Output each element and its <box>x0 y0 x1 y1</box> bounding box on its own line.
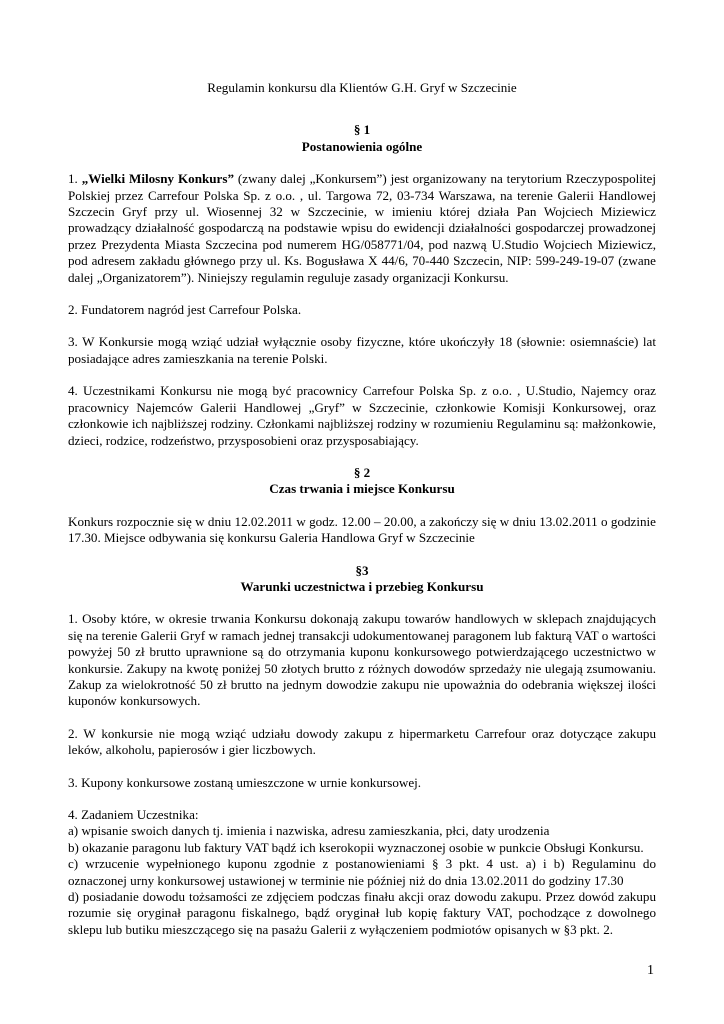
document-title: Regulamin konkursu dla Klientów G.H. Gryf w Szczecinie <box>207 80 517 95</box>
section-1-number: § 1 <box>353 122 371 138</box>
task-item-a: a) wpisanie swoich danych tj. imienia i nazwiska, adresu zamieszkania, płci, daty urodzenia <box>68 823 550 839</box>
section-3-number: §3 <box>355 562 369 578</box>
section-1 <box>68 122 656 449</box>
section-1-heading: Postanowienia ogólne <box>301 138 423 154</box>
section-2-heading: Czas trwania i miejsce Konkursu <box>269 481 455 497</box>
section-2-paragraph-1: Konkurs rozpocznie się w dniu 12.02.2011 w godz. 12.00 – 20.00, a zakończy się w dniu 13.02.2011 o godzinie 17.30. Miejsce odbywania się konkursu Galeria Handlowa Gryf w Szczecinie <box>68 513 656 546</box>
task-item-c: c) wrzucenie wypełnionego kuponu zgodnie z postanowieniami § 3 pkt. 4 ust. a) i b) Regulaminu do oznaczonej urny konkursowej ustawionej w terminie nie później niż do dnia 13.02.2011 do godziny 17.30 <box>68 856 656 888</box>
section-1-paragraph-1 <box>68 171 656 286</box>
section-2-number: § 2 <box>353 464 371 480</box>
task-item-d: d) posiadanie dowodu tożsamości ze zdjęciem podczas finału akcji oraz dowodu zakupu. Przez dowód zakupu rozumie się oryginał paragonu fiskalnego, bądź oryginał lub kopię faktury VAT, pochodzące z dowolnego sklepu lub butiku mieszczącego się na pasażu Galerii z wyłączeniem podmiotów opisanych w §3 pkt. 2. <box>68 889 656 937</box>
section-3-task-intro: 4. Zadaniem Uczestnika: <box>68 807 199 822</box>
document-page <box>68 80 656 938</box>
paragraph-text: (zwany dalej „Konkursem”) jest organizowany na terytorium Rzeczypospolitej Polskiej przez Carrefour Polska Sp. z o.o. , ul. Targowa 72, 03-734 Warszawa, na terenie Galerii Handlowej Szczecin Gryf przy ul. Wiosennej 32 w Szczecinie, w imieniu której działa Pan Wojciech Miziewicz prowadzący działalność gospodarczą na podstawie wpisu do ewidencji działalności gospodarczej prowadzonej przez Prezydenta Miasta Szczecina pod numerem HG/058771/04, pod nazwą U.Studio Wojciech Miziewicz, pod adresem zakładu głównego przy ul. Ks. Bogusława X 44/6, 70-440 Szczecin, NIP: 599-249-19-07 (zwane dalej „Organizatorem”). Niniejszy regulamin reguluje zasady organizacji Konkursu. <box>68 171 656 285</box>
contest-name: „Wielki Milosny Konkurs” <box>81 171 235 187</box>
section-3-header <box>68 563 656 596</box>
section-2 <box>68 465 656 547</box>
section-3 <box>68 563 656 939</box>
section-1-paragraph-2: 2. Fundatorem nagród jest Carrefour Polska. <box>68 302 302 318</box>
section-3-paragraph-2: 2. W konkursie nie mogą wziąć udziału dowody zakupu z hipermarketu Carrefour oraz dotyczące zakupu leków, alkoholu, papierosów i gier liczbowych. <box>68 725 656 758</box>
section-1-paragraph-4: 4. Uczestnikami Konkursu nie mogą być pracownicy Carrefour Polska Sp. z o.o. , U.Studio, Najemcy oraz pracownicy Najemców Galerii Handlowej „Gryf” w Szczecinie, członkowie Komisji Konkursowej, oraz członkowie ich najbliższej rodziny. Członkami najbliższej rodziny w rozumieniu Regulaminu są: małżonkowie, dzieci, rodzice, rodzeństwo, przysposobieni oraz przysposabiający. <box>68 383 656 448</box>
section-3-paragraph-1: 1. Osoby które, w okresie trwania Konkursu dokonają zakupu towarów handlowych w sklepach znajdujących się na terenie Galerii Gryf w ramach jednej transakcji udokumentowanej paragonem lub fakturą VAT o wartości powyżej 50 zł brutto uprawnione są do otrzymania kuponu konkursowego potwierdzającego uczestnictwo w konkursie. Zakupy na kwotę poniżej 50 złotych brutto z różnych dowodów sprzedaży nie ulegają zsumowaniu. Zakup za wielokrotność 50 zł brutto na jednym dowodzie zakupu nie upoważnia do odebrania większej ilości kuponów konkursowych. <box>68 611 656 709</box>
section-3-heading: Warunki uczestnictwa i przebieg Konkursu <box>240 578 484 594</box>
paragraph-lead: 1. <box>68 171 82 187</box>
section-1-header <box>68 122 656 155</box>
task-item-b: b) okazanie paragonu lub faktury VAT bądź ich kserokopii wyznaczonej osobie w punkcie Obsługi Konkursu. <box>68 839 644 855</box>
section-1-paragraph-3: 3. W Konkursie mogą wziąć udział wyłącznie osoby fizyczne, które ukończyły 18 (słownie: osiemnaście) lat posiadające adres zamieszkania na terenie Polski. <box>68 334 656 366</box>
section-2-header <box>68 465 656 498</box>
section-3-paragraph-3: 3. Kupony konkursowe zostaną umieszczone w urnie konkursowej. <box>68 774 422 790</box>
page-number: 1 <box>647 963 654 978</box>
